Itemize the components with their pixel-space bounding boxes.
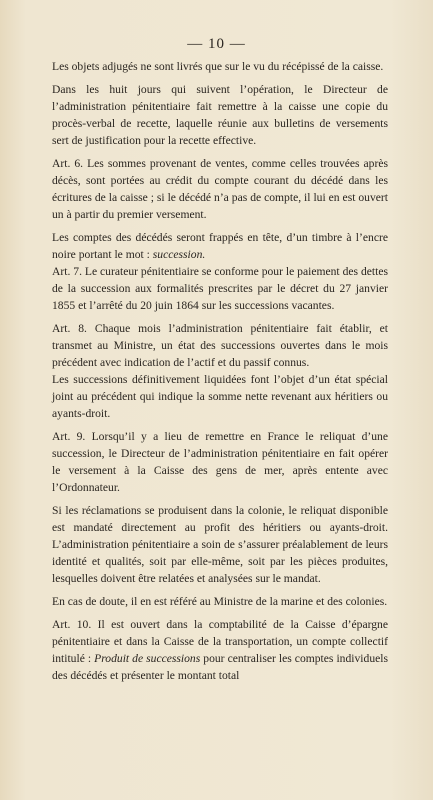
paragraph-claims: Si les réclamations se produisent dans la colonie, le reliquat disponible est mandaté directement au profit des héritiers ou ayants-droit. L’administration pénitentiaire a soin de s’assurer préalablement de leurs identité et qualités, soit par elle-même, soit par les pièces produites, lesquelles doivent être relatées et analysées sur le mandat. [52,504,388,585]
paragraph-receipt: Dans les huit jours qui suivent l’opération, le Directeur de l’administration pénitentiaire fait remettre à la caisse une copie du procès-verbal de recette, laquelle réunie aux bulletins de versements sert de justification pour la recette effective. [52,83,388,147]
paragraph-article-8: Art. 8. Chaque mois l’administration pénitentiaire fait établir, et transmet au Ministre, un état des successions ouvertes dans le mois précédent avec indication de l’actif et du passif connus. [52,322,388,369]
paragraph-article-10-tail: pour centraliser les comptes individuels des décédés et présenter le montant total [52,652,388,682]
body-text [52,58,388,690]
paragraph-stamp-text: Les comptes des décédés seront frappés en tête, d’un timbre à l’encre noire portant le mot : [52,231,388,261]
page-number: — 10 — [187,36,246,52]
paragraph-doubt: En cas de doute, il en est référé au Ministre de la marine et des colonies. [52,595,388,608]
paragraph-article-10-emphasis: Produit de successions [94,652,201,665]
paragraph-delivery: Les objets adjugés ne sont livrés que sur le vu du récépissé de la caisse. [52,60,384,73]
paragraph-stamp-emphasis: succession. [152,248,206,261]
paragraph-article-9: Art. 9. Lorsqu’il y a lieu de remettre en France le reliquat d’une succession, le Directeur de l’administration pénitentiaire en fait opérer le versement à la Caisse des gens de mer, après entente avec l’Ordonnateur. [52,430,388,494]
paragraph-article-6: Art. 6. Les sommes provenant de ventes, comme celles trouvées après décès, sont portées au crédit du compte courant du décédé dans les écritures de la caisse ; si le décédé n’a pas de compte, il lui en est ouvert un à partir du premier versement. [52,157,388,221]
paragraph-liquidated: Les successions définitivement liquidées font l’objet d’un état spécial joint au précédent qui indique la somme nette revenant aux héritiers ou ayants-droit. [52,373,388,420]
paragraph-article-10 [52,616,388,684]
paragraph-stamp [52,229,388,263]
paragraph-article-10-text: Art. 10. Il est ouvert dans la comptabilité de la Caisse d’épargne pénitentiaire et dans la Caisse de la transportation, un compte collectif intitulé : [52,618,388,665]
paragraph-article-7: Art. 7. Le curateur pénitentiaire se conforme pour le paiement des dettes de la succession aux formalités prescrites par le décret du 27 janvier 1855 et l’arrêté du 20 juin 1864 sur les successions vacantes. [52,265,388,312]
